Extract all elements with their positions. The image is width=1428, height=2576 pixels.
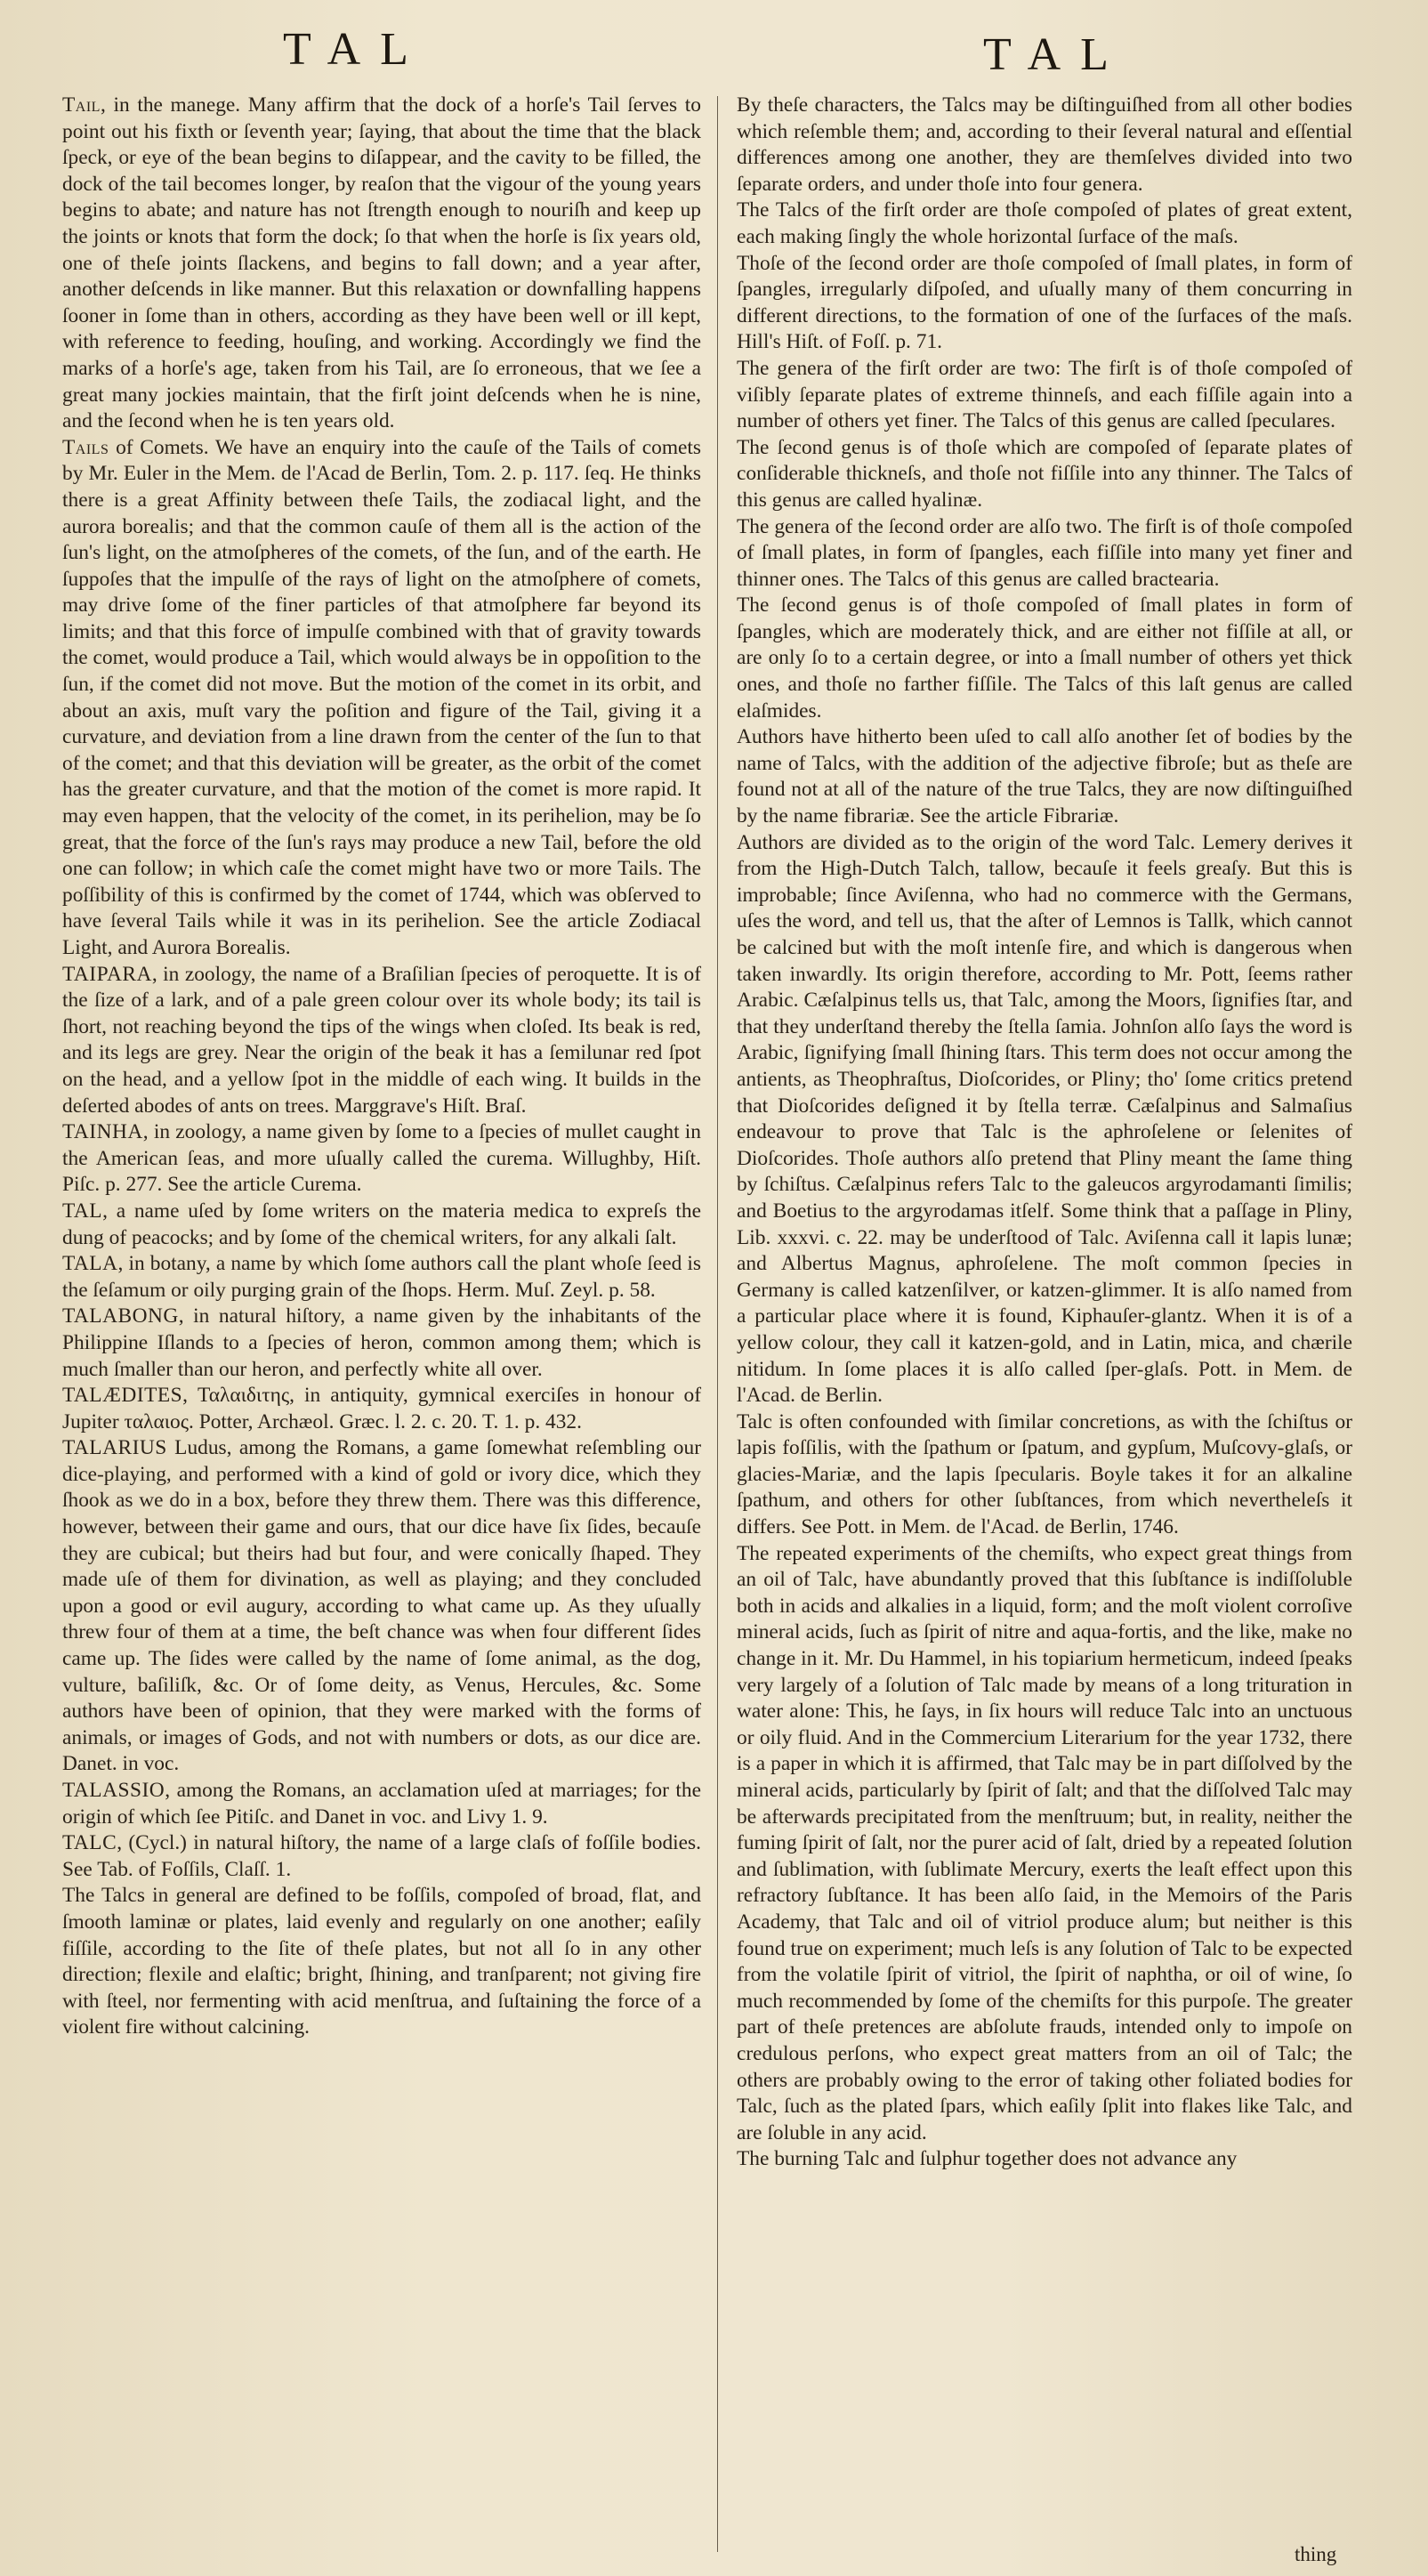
catchword: thing <box>1295 2543 1337 2565</box>
entry-headword: TAL <box>62 1199 103 1223</box>
entry-headword: TALABONG <box>62 1304 179 1328</box>
entry-text: , in zoology, a name given by ſome to a ſpecies of mullet caught in the American ſeas, and more uſually called the curema. Willughby, Hiſt. Piſc. p. 277. See the article Curema. <box>62 1120 701 1197</box>
entry-talc-definition <box>62 1883 701 2041</box>
entry-headword: TALC <box>62 1831 117 1855</box>
running-head-right: TAL <box>983 29 1128 80</box>
entry-text: , among the Romans, an acclamation uſed at marriages; for the origin of which ſee Pitiſc. and Danet in voc. and Livy 1. 9. <box>62 1779 701 1829</box>
paragraph: By theſe characters, the Talcs may be diſtinguiſhed from all other bodies which reſemble them; and, according to their ſeveral natural and eſſential differences among one another, they are themſelves divided into two ſeparate orders, and under thoſe into four genera. <box>737 93 1352 196</box>
entry-text: , (Cycl.) in natural hiſtory, the name of a large claſs of foſſile bodies. See Tab. of Foſſils, Claſſ. 1. <box>62 1831 701 1881</box>
entry-tala <box>62 1251 701 1304</box>
entry-text: , in botany, a name by which ſome authors call the plant whoſe ſeed is the ſeſamum or oily purging grain of the ſhops. Herm. Muſ. Zeyl. p. 58. <box>62 1252 701 1302</box>
entry-text: , a name uſed by ſome writers on the materia medica to expreſs the dung of peacocks; and by ſome of the chemical writers, for any alkali ſalt. <box>62 1199 701 1249</box>
paragraph: Authors have hitherto been uſed to call alſo another ſet of bodies by the name of Talcs, with the addition of the adjective fibroſe; but as theſe are found not at all of the nature of the true Talcs, they are now diſtinguiſhed by the name fibrariæ. See the article Fibrariæ. <box>737 725 1352 828</box>
column-divider <box>717 96 718 2552</box>
entry-tail <box>62 93 701 435</box>
paragraph: The repeated experiments of the chemiſts, who expect great things from an oil of Talc, have abundantly proved that this ſubſtance is indiſſoluble both in acids and alkalies in a liquid, form; and the moſt violent corroſive mineral acids, ſuch as ſpirit of nitre and aqua-fortis, and the like, make no change in it. Mr. Du Hammel, in his topiarium hermeticum, indeed ſpeaks very largely of a ſolution of Talc made by means of a long trituration in water alone: This, he ſays, in ſix hours will reduce Talc into an unctuous or oily fluid. And in the Commercium Literarium for the year 1732, there is a paper in which it is affirmed, that Talc may be in part diſſolved by the mineral acids, particularly by ſpirit of ſalt; and that the diſſolved Talc may be afterwards precipitated from the menſtruum; but, in reality, neither the fuming ſpirit of ſalt, nor the purer acid of ſalt, dried by a repeated ſolution and ſublimation, with ſublimate Mercury, exerts the leaſt effect upon this refractory ſubſtance. It has been alſo ſaid, in the Memoirs of the Paris Academy, that Talc and oil of vitriol produce alum; but neither is this found true on experiment; much leſs is any ſolution of Talc to be expected from the volatile ſpirit of vitriol, the ſpirit of naphtha, or oil of wine, ſo much recommended by ſome of the chemiſts for this purpoſe. The greater part of theſe pretences are abſolute frauds, intended only to impoſe on credulous perſons, who expect great matters from an oil of Talc; the others are probably owing to the error of taking other foliated bodies for Talc, ſuch as the plated ſpars, which eaſily ſplit into flakes like Talc, and are ſoluble in any acid. <box>737 1541 1352 2144</box>
paragraph: The burning Talc and ſulphur together does not advance any <box>737 2147 1238 2171</box>
entry-tainha <box>62 1119 701 1199</box>
entry-text: , Ταλαιδιτης, in antiquity, gymnical exerciſes in honour of Jupiter ταλαιος. Potter, Archæol. Græc. l. 2. c. 20. T. 1. p. 432. <box>62 1384 701 1433</box>
entry-talaedites <box>62 1383 701 1435</box>
entry-headword: TAINHA <box>62 1120 143 1144</box>
entry-tal <box>62 1199 701 1251</box>
entry-text: , in the manege. Many affirm that the dock of a horſe's Tail ſerves to point out his fixth or ſeventh year; ſaying, that about the time that the black ſpeck, or eye of the bean begins to diſappear, and the cavity to be filled, the dock of the tail becomes longer, by reaſon that the vigour of the young years begins to abate; and nature has not ſtrength enough to nouriſh and keep up the joints or knots that form the dock; ſo that when the horſe is ſix years old, one of theſe joints ſlackens, and begins to fall down; and a year after, another deſcends in like manner. But this relaxation or downfalling happens ſooner in ſome than in others, according as they have been well or ill kept, with reference to feeding, houſing, and working. Accordingly we find the marks of a horſe's age, taken from his Tail, are ſo erroneous, that we ſee a great many jockies maintain, that the firſt joint deſcends when he is nine, and the ſecond when he is ten years old. <box>62 93 701 433</box>
paragraph: The genera of the firſt order are two: The firſt is of thoſe compoſed of viſibly ſeparate plates of extreme thinneſs, and each fiſſile again into a number of others yet finer. The Talcs of this genus are called ſpeculares. <box>737 356 1352 433</box>
entry-talabong <box>62 1304 701 1383</box>
paragraph: Thoſe of the ſecond order are thoſe compoſed of ſmall plates, in form of ſpangles, irregularly diſpoſed, and uſually many of them concurring in different directions, to the formation of one of the ſurfaces of the maſs. Hill's Hiſt. of Foſſ. p. 71. <box>737 251 1352 354</box>
entry-text: of Comets. We have an enquiry into the cauſe of the Tails of comets by Mr. Euler in the Mem. de l'Acad de Berlin, Tom. 2. p. 117. ſeq. He thinks there is a great Affinity between theſe Tails, the zodiacal light, and the aurora borealis; and that the common cauſe of them all is the action of the ſun's light, on the atmoſpheres of the comets, of the ſun, and of the earth. He ſuppoſes that the impulſe of the rays of light on the atmoſphere of comets, may drive ſome of the finer particles of that atmoſphere far beyond its limits; and that this force of impulſe combined with that of gravity towards the comet, would produce a Tail, which would always be in oppoſition to the ſun, if the comet did not move. But the motion of the comet in its orbit, and about an axis, muſt vary the poſition and figure of the Tail, giving it a curvature, and deviation from a line drawn from the center of the ſun to that of the comet; and that this deviation will be greater, as the orbit of the comet has the greater curvature, and that the motion of the comet is more rapid. It may even happen, that the velocity of the comet, in its perihelion, may be ſo great, that the force of the ſun's rays may produce a new Tail, before the old one can follow; in which caſe the comet might have two or more Tails. The poſſibility of this is confirmed by the comet of 1744, which was obſerved to have ſeveral Tails while it was in its perihelion. See the article Zodiacal Light, and Aurora Borealis. <box>62 435 701 959</box>
entry-talarius <box>62 1435 701 1778</box>
entry-talassio <box>62 1778 701 1830</box>
entry-talc <box>62 1830 701 1883</box>
entry-headword: TALARIUS <box>62 1436 167 1460</box>
right-column <box>737 93 1352 2173</box>
left-column <box>62 93 701 2041</box>
entry-headword: TALA <box>62 1252 118 1276</box>
paragraph: Authors are divided as to the origin of the word Talc. Lemery derives it from the High-Dutch Talch, tallow, becauſe it feels greaſy. But this is improbable; ſince Aviſenna, who had no commerce with the Germans, uſes the word, and tell us, that the aſter of Lemnos is Tallk, which cannot be calcined but with the moſt intenſe fire, and which is dangerous when taken inwardly. Its origin therefore, according to Mr. Pott, ſeems rather Arabic. Cæſalpinus tells us, that Talc, among the Moors, ſignifies ſtar, and that they underſtand thereby the ſtella ſamia. Johnſon alſo ſays the word is Arabic, ſignifying ſmall ſhining ſtars. This term does not occur among the antients, as Theophraſtus, Dioſcorides, or Pliny; tho' ſome critics pretend that Dioſcorides deſigned it by ſtella terræ. Cæſalpinus and Salmaſius endeavour to prove that Talc is the aphroſelene or ſelenites of Dioſcorides. Thoſe authors alſo pretend that Pliny meant the ſame thing by ſchiſtus. Cæſalpinus refers Talc to the galeucos argyrodamanti ſimilis; and Boetius to the argyrodamas itſelf. Some think that a paſſage in Pliny, Lib. xxxvi. c. 22. may be underſtood of Talc. Aviſenna call it lapis lunæ; and Albertus Magnus, aphroſelene. The moſt common ſpecies in Germany is called katzenſilver, or katzen-glimmer. It is alſo named from a particular place where it is found, Kiphauſer-glantz. When it is of a yellow colour, they call it katzen-gold, and in Latin, mica, and chærile nitidum. In ſome places it is alſo called ſper-glaſs. Pott. in Mem. de l'Acad. de Berlin. <box>737 830 1352 1408</box>
entry-headword: Tail <box>62 93 101 117</box>
running-head-left: TAL <box>283 24 428 75</box>
entry-headword: TALÆDITES <box>62 1384 183 1408</box>
paragraph: The Talcs of the firſt order are thoſe compoſed of plates of great extent, each making ſingly the whole horizontal ſurface of the maſs. <box>737 198 1352 248</box>
entry-headword: TALASSIO <box>62 1779 165 1802</box>
entry-text: The Talcs in general are defined to be foſſils, compoſed of broad, flat, and ſmooth laminæ or plates, laid evenly and regularly on one another; eaſily fiſſile, according to the ſite of theſe plates, but not all ſo in any other direction; flexile and elaſtic; bright, ſhining, and tranſparent; not giving fire with ſteel, nor fermenting with acid menſtrua, and ſuſtaining the force of a violent fire without calcining. <box>62 1884 701 2039</box>
paragraph: The ſecond genus is of thoſe compoſed of ſmall plates in form of ſpangles, which are moderately thick, and are either not fiſſile at all, or are only ſo to a certain degree, or into a ſmall number of others yet thick ones, and thoſe no farther fiſſile. The Talcs of this laſt genus are called elaſmides. <box>737 594 1352 723</box>
entry-text: Ludus, among the Romans, a game ſomewhat reſembling our dice-playing, and performed with a kind of gold or ivory dice, which they ſhook as we do in a box, before they threw them. There was this difference, however, between their game and ours, that our dice have ſix ſides, becauſe they are cubical; but theirs had but four, and were conically ſhaped. They made uſe of them for divination, as well as playing; and they concluded upon a good or evil augury, according to what came up. As they uſually threw four of them at a time, the beſt chance was when four different ſides came up. The ſides were called by the name of ſome animal, as the dog, vulture, baſiliſk, &c. Or of ſome deity, as Venus, Hercules, &c. Some authors have been of opinion, that they were marked with the forms of animals, or images of Gods, and not with numbers or dots, as our dice are. Danet. in voc. <box>62 1436 701 1776</box>
entry-text: , in natural hiſtory, a name given by the inhabitants of the Philippine Iſlands to a ſpecies of heron, common among them; which is much ſmaller than our heron, and perfectly white all over. <box>62 1304 701 1381</box>
entry-headword: Tails <box>62 435 109 459</box>
paragraph: Talc is often confounded with ſimilar concretions, as with the ſchiſtus or lapis foſſilis, with the ſpathum or ſpatum, and gypſum, Muſcovy-glaſs, or glacies-Mariæ, and the lapis ſpecularis. Boyle takes it for an alkaline ſpathum, and others for other ſubſtances, from which nevertheleſs it differs. See Pott. in Mem. de l'Acad. de Berlin, 1746. <box>737 1409 1352 1539</box>
paragraph: The genera of the ſecond order are alſo two. The firſt is of thoſe compoſed of ſmall plates, in form of ſpangles, each fiſſile into many yet finer and thinner ones. The Talcs of this genus are called bractearia. <box>737 514 1352 591</box>
paragraph: The ſecond genus is of thoſe which are compoſed of ſeparate plates of conſiderable thickneſs, and thoſe not fiſſile into any thinner. The Talcs of this genus are called hyalinæ. <box>737 435 1352 512</box>
entry-headword: TAIPARA <box>62 962 152 986</box>
entry-taipara <box>62 962 701 1120</box>
entry-text: , in zoology, the name of a Braſilian ſpecies of peroquette. It is of the ſize of a lark, and of a pale green colour over its whole body; its tail is ſhort, not reaching beyond the tips of the wings when cloſed. Its beak is red, and its legs are grey. Near the origin of the beak it has a ſemilunar red ſpot on the head, and a yellow ſpot in the middle of each wing. It builds in the deſerted abodes of ants on trees. Marggrave's Hiſt. Braſ. <box>62 962 701 1118</box>
entry-tails-of-comets <box>62 435 701 962</box>
